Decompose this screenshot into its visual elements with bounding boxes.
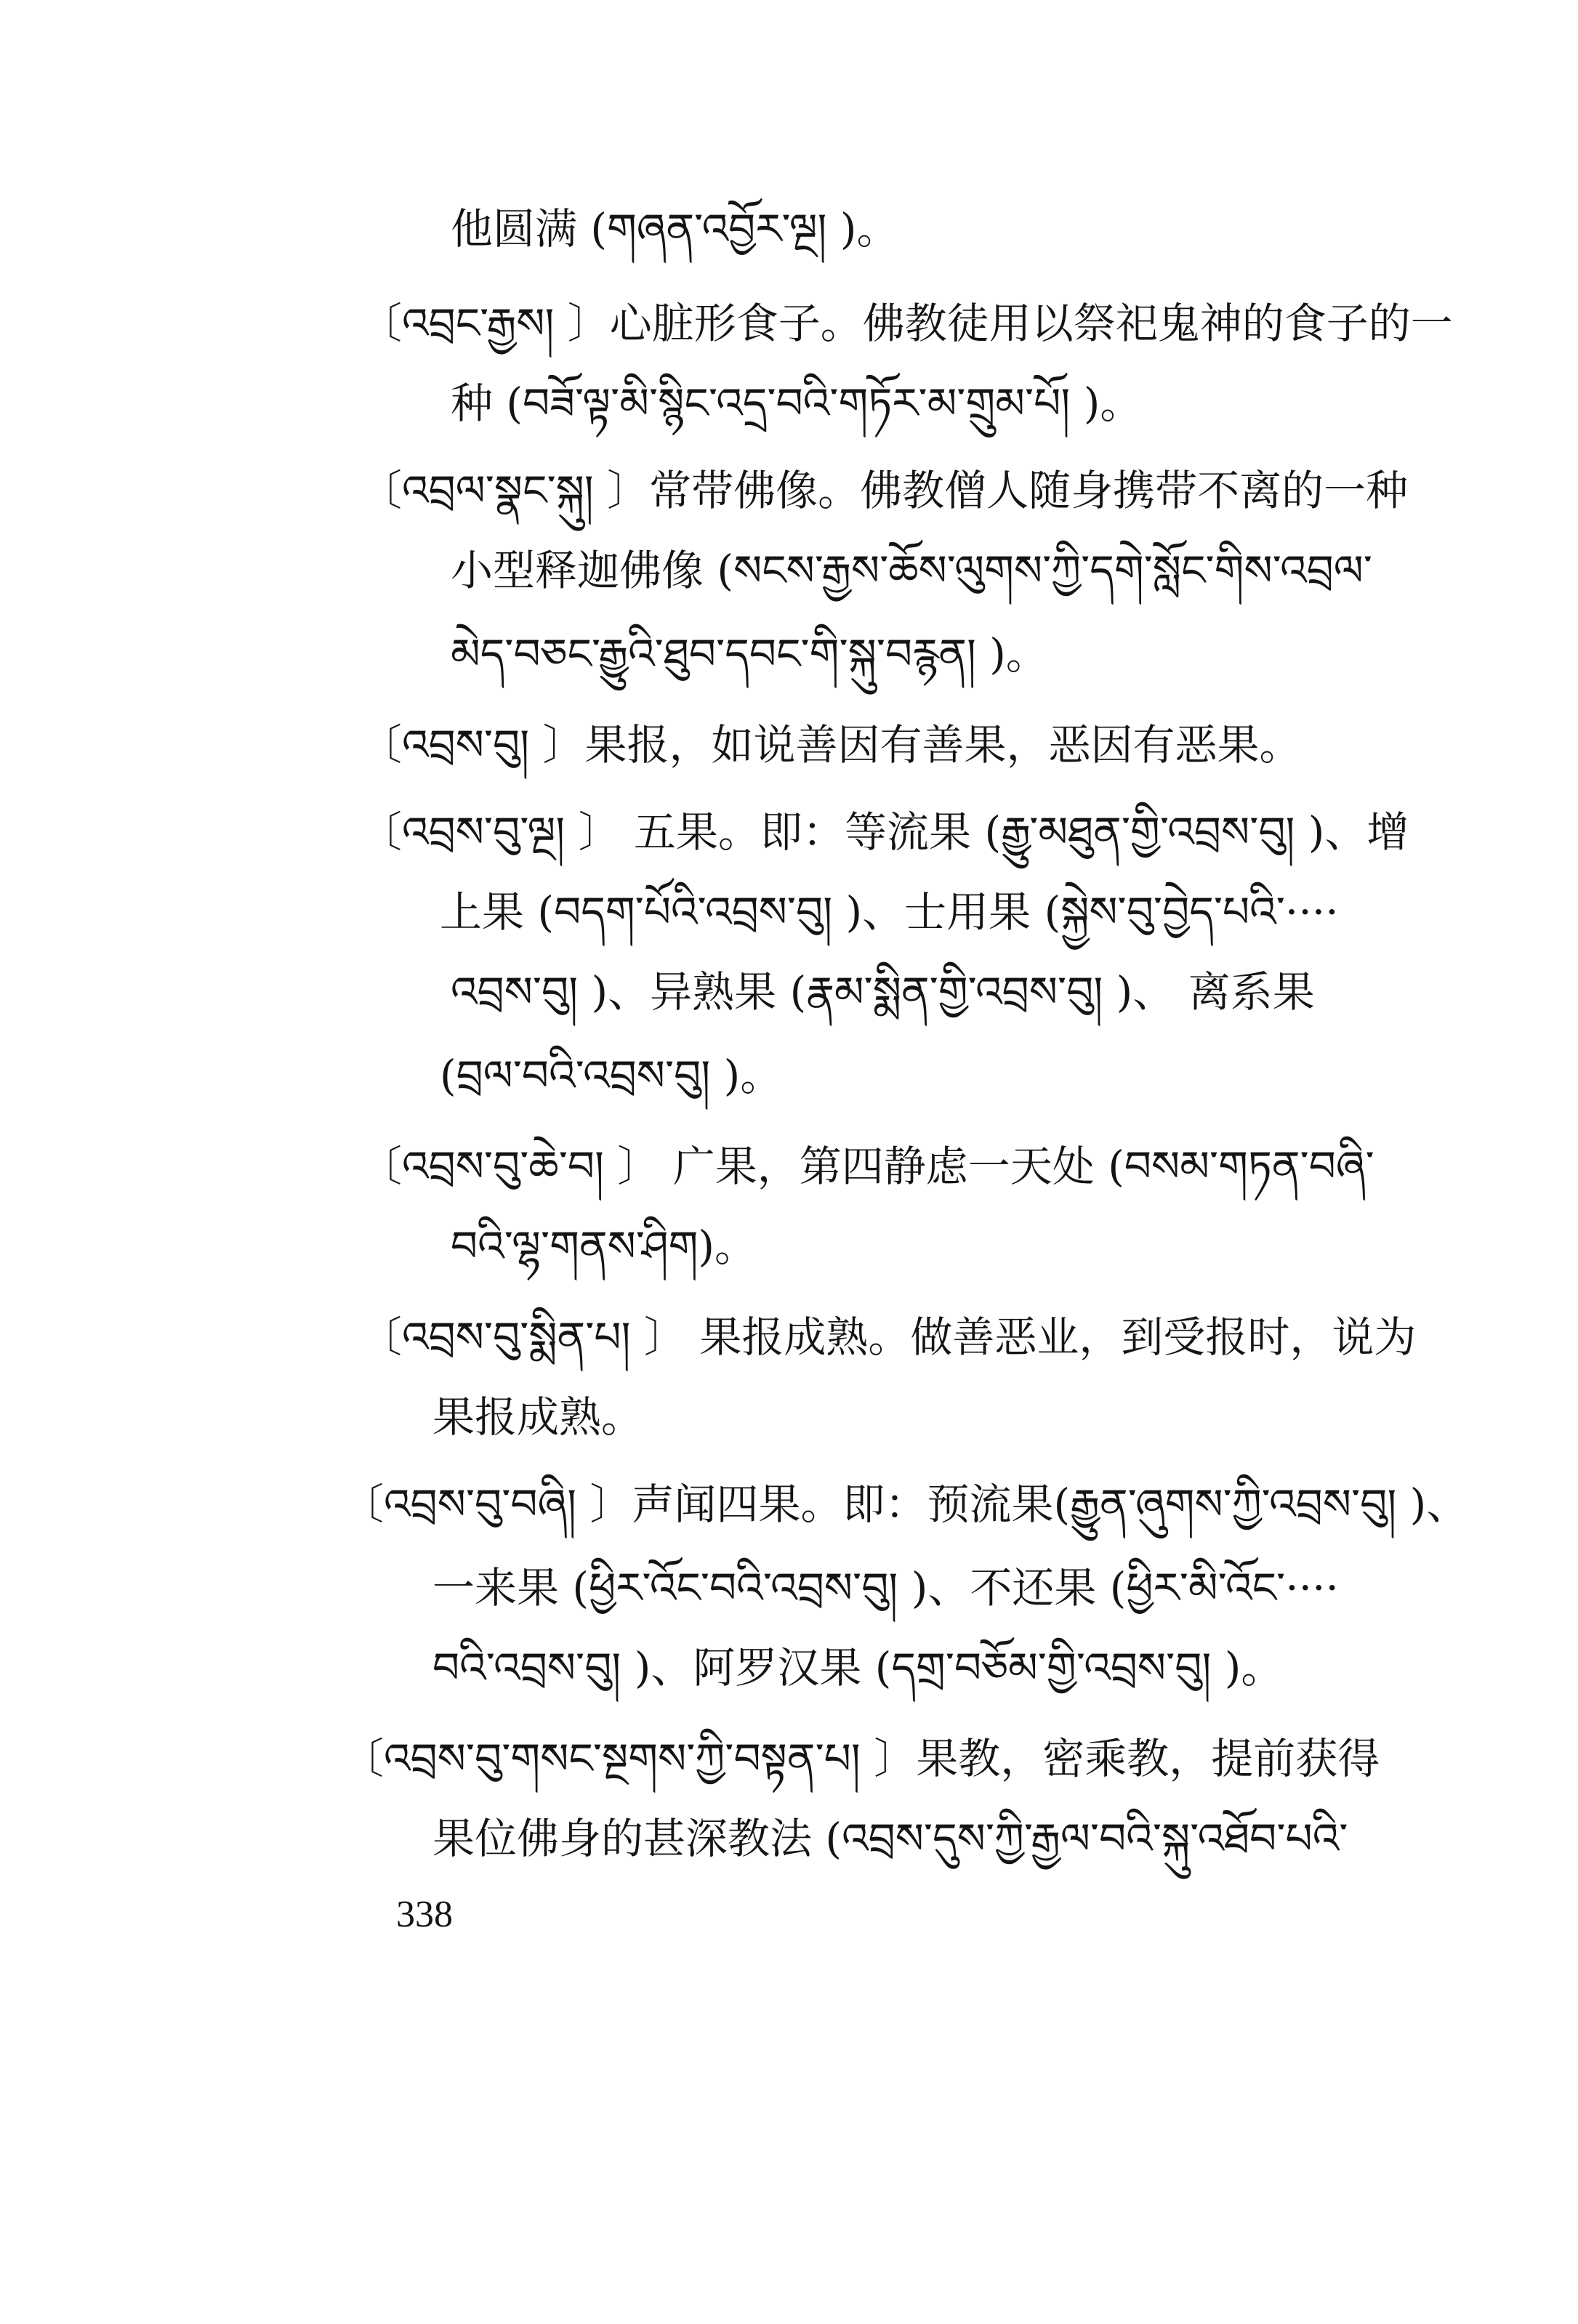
text-line: 〔འབྲས་བུ་གསང་སྔགས་ཀྱི་བསྟན་པ། 〕果教，密乘教，提前获得 [342, 1734, 1380, 1783]
page-number: 338 [396, 1894, 453, 1935]
text-line: 〔འབྲང་རྒྱས། 〕心脏形食子。佛教徒用以祭祀鬼神的食子的一 [360, 299, 1453, 348]
text-line: 果位佛身的甚深教法 (འབྲས་དུས་ཀྱི་རྒྱལ་བའི་སྐུ་འཐོབ་པའི་ [432, 1814, 1348, 1863]
text-line: 上果 (བདག་པོའི་འབྲས་བུ། )、士用果 (སྐྱེས་བུ་བྱེད་པའི་···· [440, 887, 1339, 937]
text-line: བའི་ལྷ་གནས་ཤིག)。 [451, 1222, 757, 1271]
text-line: 他圆满 (གཞན་འབྱོར་ལྔ། )。 [451, 204, 899, 254]
text-line: 〔འབྲས་བུ་བཞི། 〕声闻四果。即：预流果(རྒྱུན་ཞུགས་ཀྱི་འབྲས་བུ། )、 [342, 1480, 1469, 1529]
text-line: མེད་བཅང་རྒྱུའི་ཐུབ་དབང་གི་སྐུ་བརྙན། )。 [451, 629, 1048, 679]
text-line: བའི་འབྲས་བུ། )、阿罗汉果 (དགྲ་བཅོམ་གྱི་འབྲས་བུ། )。 [432, 1643, 1284, 1692]
text-line: 果报成熟。 [432, 1392, 644, 1442]
text-line: འབྲས་བུ། )、异熟果 (རྣམ་སྨིན་གྱི་འབྲས་བུ། )、 离系果 [451, 967, 1315, 1017]
text-line: 〔འབྲས་བུ། 〕果报，如说善因有善果，恶因有恶果。 [360, 720, 1302, 770]
text-line: (བྲལ་བའི་འབྲས་བུ། )。 [440, 1051, 783, 1100]
text-line: 小型释迦佛像 (སངས་རྒྱས་ཆོས་ལུགས་ཀྱི་དགེ་སློང་གིས་འབྲལ་ [451, 546, 1372, 595]
text-line: 〔འབྲས་བུ་ཆེ་བ། 〕 广果，第四静虑一天处 (བསམ་གཏན་བཞི་ [360, 1142, 1374, 1191]
text-line: 〔འབྲས་བུ་སྨིན་པ། 〕 果报成熟。做善恶业，到受报时，说为 [360, 1312, 1417, 1362]
text-line: 种 (བཟོ་ལྟ་མི་སྙིང་འདྲ་བའི་གཏོར་མ་གྲུམ་པོ། )。 [451, 379, 1143, 428]
text-line: 一来果 (ཕྱིར་འོང་བའི་འབྲས་བུ། )、不还果 (ཕྱིར་མི་འོང་···· [432, 1563, 1339, 1613]
text-line: 〔འབྲལ་སྣང་སྐུ། 〕常带佛像。佛教僧人随身携带不离的一种 [360, 466, 1409, 515]
text-line: 〔འབྲས་བུ་ལྔ། 〕 五果。即：等流果 (རྒྱུ་མཐུན་གྱི་འབྲས་བུ། )、增 [360, 807, 1409, 857]
